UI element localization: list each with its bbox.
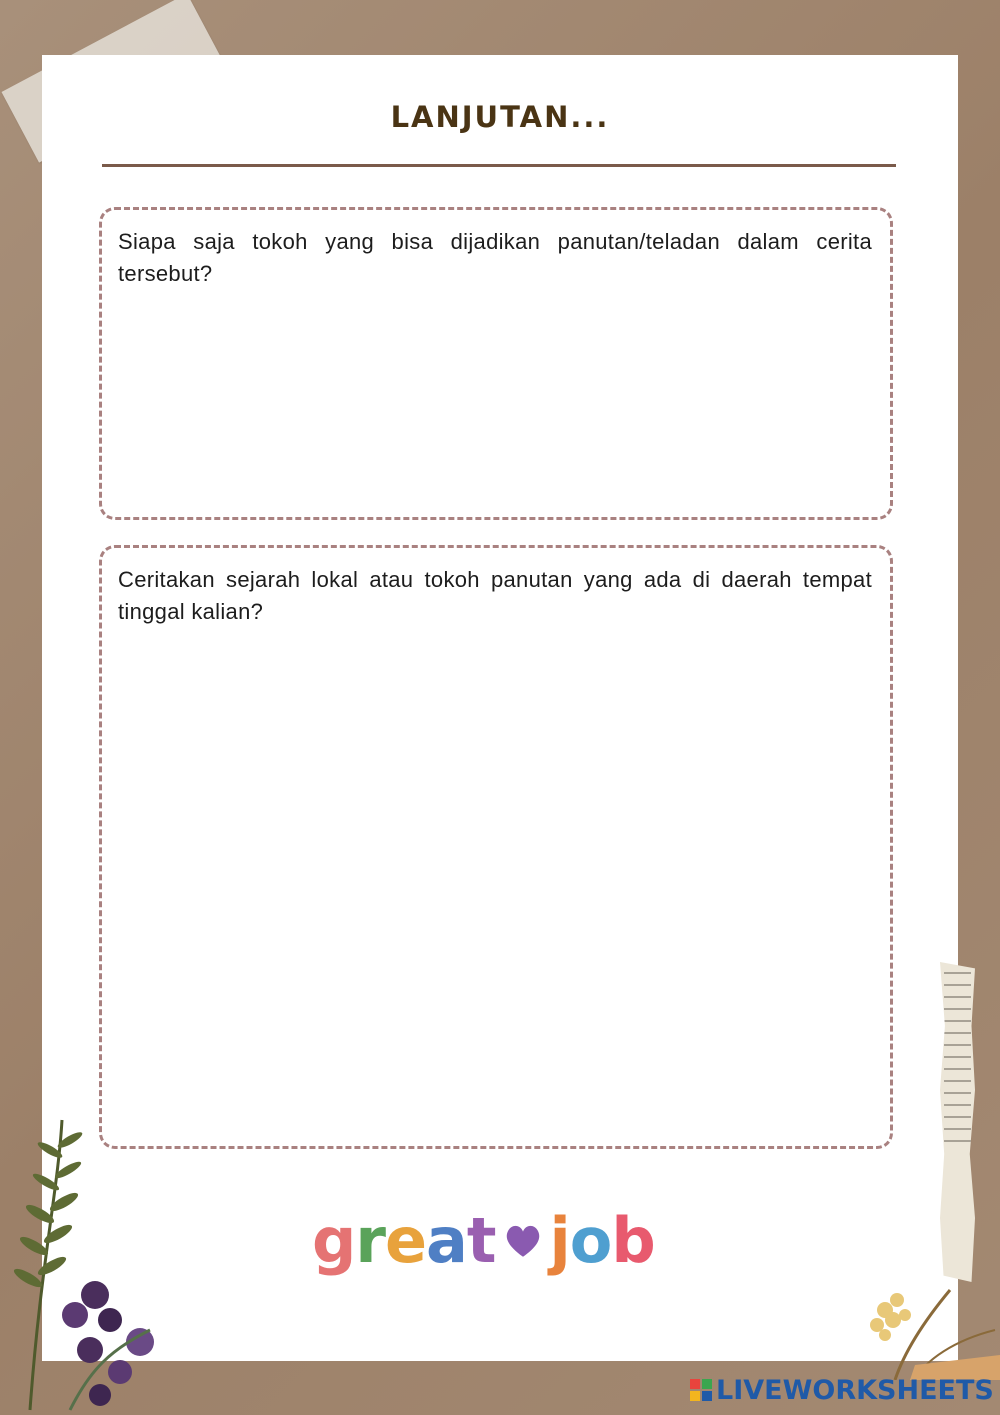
question-box-2[interactable] xyxy=(99,545,893,1149)
question-box-1[interactable] xyxy=(99,207,893,520)
purple-flower-icon xyxy=(62,1281,154,1410)
title-divider xyxy=(102,164,896,167)
great-letter: a xyxy=(426,1203,467,1277)
great-letter: e xyxy=(384,1203,427,1277)
heart-icon xyxy=(502,1219,544,1261)
great-letter: g xyxy=(312,1203,356,1277)
liveworksheets-logo-icon xyxy=(690,1379,712,1401)
liveworksheets-branding xyxy=(690,1372,994,1408)
question-text-2: Ceritakan sejarah lokal atau tokoh panutan yang ada di daerah tempat tinggal kalian? xyxy=(118,567,872,624)
yellow-flower-icon xyxy=(855,1270,1000,1380)
brand-name: LIVEWORKSHEETS xyxy=(716,1374,994,1406)
newspaper-scrap-decoration xyxy=(940,962,975,1282)
great-letter: r xyxy=(355,1203,385,1277)
great-letter: t xyxy=(466,1203,496,1277)
great-job-stamp xyxy=(312,1200,655,1280)
job-letter: j xyxy=(549,1203,570,1277)
job-letter: b xyxy=(611,1203,655,1277)
question-text-1: Siapa saja tokoh yang bisa dijadikan panutan/teladan dalam cerita tersebut? xyxy=(118,229,872,286)
job-letter: o xyxy=(569,1203,612,1277)
fern-decoration-icon xyxy=(0,1110,180,1415)
page-title: LANJUTAN... xyxy=(390,100,610,134)
